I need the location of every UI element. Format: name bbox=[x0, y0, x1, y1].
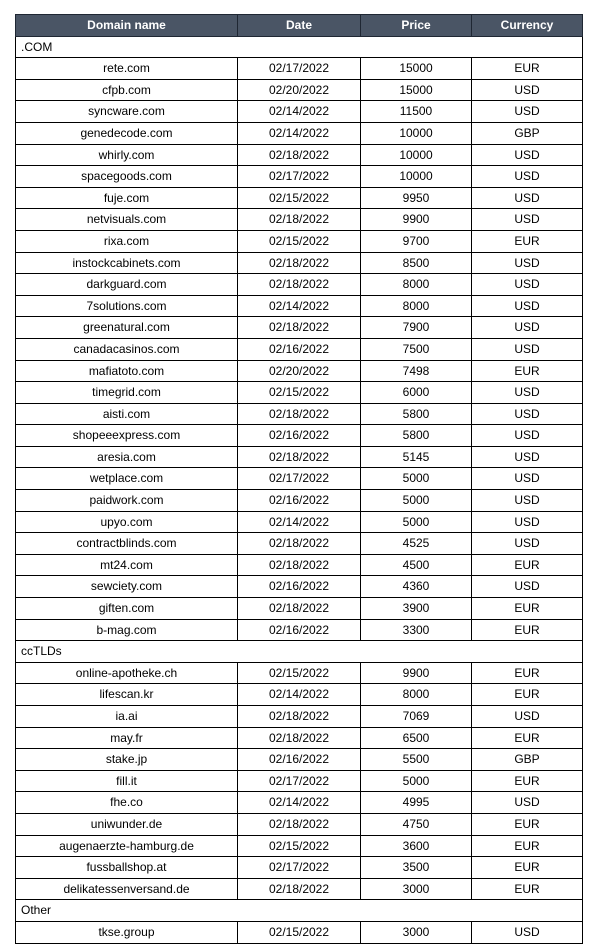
cell-price: 5800 bbox=[361, 425, 472, 447]
cell-currency: USD bbox=[472, 166, 583, 188]
cell-currency: USD bbox=[472, 706, 583, 728]
table-row bbox=[16, 101, 583, 123]
cell-currency: USD bbox=[472, 792, 583, 814]
cell-currency: EUR bbox=[472, 727, 583, 749]
header-row bbox=[16, 15, 583, 37]
cell-domain-name: fill.it bbox=[16, 770, 238, 792]
cell-currency: EUR bbox=[472, 857, 583, 879]
cell-price: 3000 bbox=[361, 921, 472, 943]
table-row bbox=[16, 338, 583, 360]
cell-price: 3300 bbox=[361, 619, 472, 641]
cell-price: 15000 bbox=[361, 79, 472, 101]
cell-currency: USD bbox=[472, 403, 583, 425]
table-row bbox=[16, 619, 583, 641]
cell-price: 7500 bbox=[361, 338, 472, 360]
table-row bbox=[16, 79, 583, 101]
cell-currency: USD bbox=[472, 252, 583, 274]
table-row bbox=[16, 317, 583, 339]
table-row bbox=[16, 878, 583, 900]
table-row bbox=[16, 382, 583, 404]
header-price: Price bbox=[361, 15, 472, 37]
cell-domain-name: aresia.com bbox=[16, 446, 238, 468]
cell-date: 02/18/2022 bbox=[238, 403, 361, 425]
cell-date: 02/16/2022 bbox=[238, 576, 361, 598]
cell-domain-name: genedecode.com bbox=[16, 122, 238, 144]
cell-domain-name: contractblinds.com bbox=[16, 533, 238, 555]
table-row bbox=[16, 576, 583, 598]
cell-date: 02/18/2022 bbox=[238, 813, 361, 835]
cell-currency: USD bbox=[472, 490, 583, 512]
table-header bbox=[16, 15, 583, 37]
cell-currency: EUR bbox=[472, 770, 583, 792]
table-row bbox=[16, 813, 583, 835]
cell-date: 02/18/2022 bbox=[238, 878, 361, 900]
cell-date: 02/14/2022 bbox=[238, 122, 361, 144]
table-row bbox=[16, 230, 583, 252]
cell-date: 02/18/2022 bbox=[238, 598, 361, 620]
section-label: .COM bbox=[16, 36, 583, 58]
table-row bbox=[16, 252, 583, 274]
cell-currency: USD bbox=[472, 295, 583, 317]
cell-domain-name: uniwunder.de bbox=[16, 813, 238, 835]
cell-price: 4360 bbox=[361, 576, 472, 598]
cell-price: 7900 bbox=[361, 317, 472, 339]
table-row bbox=[16, 662, 583, 684]
cell-currency: USD bbox=[472, 274, 583, 296]
table-row bbox=[16, 187, 583, 209]
cell-price: 8000 bbox=[361, 274, 472, 296]
cell-price: 5000 bbox=[361, 468, 472, 490]
cell-currency: USD bbox=[472, 144, 583, 166]
cell-domain-name: aisti.com bbox=[16, 403, 238, 425]
table-row bbox=[16, 684, 583, 706]
cell-currency: EUR bbox=[472, 230, 583, 252]
cell-currency: EUR bbox=[472, 835, 583, 857]
cell-date: 02/15/2022 bbox=[238, 230, 361, 252]
cell-domain-name: fuje.com bbox=[16, 187, 238, 209]
cell-price: 15000 bbox=[361, 58, 472, 80]
cell-domain-name: darkguard.com bbox=[16, 274, 238, 296]
cell-price: 4995 bbox=[361, 792, 472, 814]
cell-domain-name: whirly.com bbox=[16, 144, 238, 166]
table-row bbox=[16, 144, 583, 166]
cell-date: 02/17/2022 bbox=[238, 857, 361, 879]
cell-domain-name: greenatural.com bbox=[16, 317, 238, 339]
cell-currency: USD bbox=[472, 511, 583, 533]
cell-date: 02/14/2022 bbox=[238, 511, 361, 533]
cell-currency: USD bbox=[472, 921, 583, 943]
cell-date: 02/18/2022 bbox=[238, 533, 361, 555]
cell-date: 02/16/2022 bbox=[238, 338, 361, 360]
table-row bbox=[16, 166, 583, 188]
cell-date: 02/16/2022 bbox=[238, 490, 361, 512]
cell-currency: USD bbox=[472, 317, 583, 339]
cell-currency: EUR bbox=[472, 619, 583, 641]
table-row bbox=[16, 122, 583, 144]
section-row bbox=[16, 900, 583, 922]
cell-currency: USD bbox=[472, 79, 583, 101]
cell-domain-name: delikatessenversand.de bbox=[16, 878, 238, 900]
cell-price: 4750 bbox=[361, 813, 472, 835]
cell-date: 02/14/2022 bbox=[238, 792, 361, 814]
cell-date: 02/18/2022 bbox=[238, 554, 361, 576]
cell-date: 02/16/2022 bbox=[238, 619, 361, 641]
cell-currency: EUR bbox=[472, 598, 583, 620]
cell-currency: GBP bbox=[472, 122, 583, 144]
cell-currency: EUR bbox=[472, 58, 583, 80]
cell-currency: USD bbox=[472, 382, 583, 404]
cell-date: 02/18/2022 bbox=[238, 252, 361, 274]
table-row bbox=[16, 58, 583, 80]
cell-domain-name: rete.com bbox=[16, 58, 238, 80]
table-row bbox=[16, 921, 583, 943]
table-row bbox=[16, 490, 583, 512]
header-date: Date bbox=[238, 15, 361, 37]
cell-domain-name: spacegoods.com bbox=[16, 166, 238, 188]
cell-domain-name: syncware.com bbox=[16, 101, 238, 123]
cell-date: 02/18/2022 bbox=[238, 209, 361, 231]
cell-domain-name: fhe.co bbox=[16, 792, 238, 814]
cell-price: 3500 bbox=[361, 857, 472, 879]
cell-currency: USD bbox=[472, 468, 583, 490]
cell-date: 02/15/2022 bbox=[238, 921, 361, 943]
cell-currency: USD bbox=[472, 446, 583, 468]
cell-date: 02/18/2022 bbox=[238, 274, 361, 296]
cell-date: 02/18/2022 bbox=[238, 446, 361, 468]
cell-date: 02/14/2022 bbox=[238, 101, 361, 123]
cell-domain-name: sewciety.com bbox=[16, 576, 238, 598]
cell-price: 5500 bbox=[361, 749, 472, 771]
cell-price: 8500 bbox=[361, 252, 472, 274]
table-row bbox=[16, 749, 583, 771]
table-row bbox=[16, 209, 583, 231]
cell-currency: EUR bbox=[472, 360, 583, 382]
cell-domain-name: giften.com bbox=[16, 598, 238, 620]
section-label: Other bbox=[16, 900, 583, 922]
cell-date: 02/18/2022 bbox=[238, 317, 361, 339]
cell-date: 02/18/2022 bbox=[238, 706, 361, 728]
cell-price: 6500 bbox=[361, 727, 472, 749]
cell-currency: USD bbox=[472, 209, 583, 231]
cell-domain-name: tkse.group bbox=[16, 921, 238, 943]
cell-price: 7069 bbox=[361, 706, 472, 728]
section-row bbox=[16, 36, 583, 58]
cell-date: 02/15/2022 bbox=[238, 382, 361, 404]
cell-domain-name: mt24.com bbox=[16, 554, 238, 576]
cell-price: 5000 bbox=[361, 490, 472, 512]
cell-domain-name: shopeeexpress.com bbox=[16, 425, 238, 447]
cell-price: 10000 bbox=[361, 122, 472, 144]
cell-domain-name: 7solutions.com bbox=[16, 295, 238, 317]
cell-domain-name: timegrid.com bbox=[16, 382, 238, 404]
cell-domain-name: rixa.com bbox=[16, 230, 238, 252]
table-row bbox=[16, 835, 583, 857]
cell-currency: EUR bbox=[472, 878, 583, 900]
cell-date: 02/15/2022 bbox=[238, 187, 361, 209]
cell-price: 3000 bbox=[361, 878, 472, 900]
cell-date: 02/15/2022 bbox=[238, 835, 361, 857]
cell-domain-name: online-apotheke.ch bbox=[16, 662, 238, 684]
cell-domain-name: netvisuals.com bbox=[16, 209, 238, 231]
table-row bbox=[16, 598, 583, 620]
table-row bbox=[16, 792, 583, 814]
table-row bbox=[16, 706, 583, 728]
cell-date: 02/14/2022 bbox=[238, 295, 361, 317]
cell-currency: GBP bbox=[472, 749, 583, 771]
cell-currency: EUR bbox=[472, 684, 583, 706]
cell-price: 9700 bbox=[361, 230, 472, 252]
cell-price: 6000 bbox=[361, 382, 472, 404]
cell-domain-name: fussballshop.at bbox=[16, 857, 238, 879]
cell-price: 7498 bbox=[361, 360, 472, 382]
cell-domain-name: wetplace.com bbox=[16, 468, 238, 490]
cell-currency: USD bbox=[472, 425, 583, 447]
table-body bbox=[16, 36, 583, 943]
cell-currency: EUR bbox=[472, 554, 583, 576]
header-domain-name: Domain name bbox=[16, 15, 238, 37]
table-row bbox=[16, 274, 583, 296]
cell-domain-name: instockcabinets.com bbox=[16, 252, 238, 274]
cell-price: 5145 bbox=[361, 446, 472, 468]
cell-domain-name: cfpb.com bbox=[16, 79, 238, 101]
cell-date: 02/16/2022 bbox=[238, 749, 361, 771]
cell-price: 3900 bbox=[361, 598, 472, 620]
cell-date: 02/20/2022 bbox=[238, 79, 361, 101]
cell-currency: USD bbox=[472, 101, 583, 123]
cell-date: 02/17/2022 bbox=[238, 770, 361, 792]
cell-price: 4500 bbox=[361, 554, 472, 576]
table-row bbox=[16, 295, 583, 317]
cell-date: 02/18/2022 bbox=[238, 727, 361, 749]
cell-price: 5000 bbox=[361, 511, 472, 533]
cell-domain-name: lifescan.kr bbox=[16, 684, 238, 706]
cell-date: 02/17/2022 bbox=[238, 468, 361, 490]
cell-price: 9900 bbox=[361, 209, 472, 231]
section-row bbox=[16, 641, 583, 663]
cell-currency: USD bbox=[472, 533, 583, 555]
cell-price: 3600 bbox=[361, 835, 472, 857]
cell-date: 02/14/2022 bbox=[238, 684, 361, 706]
cell-price: 5000 bbox=[361, 770, 472, 792]
table-row bbox=[16, 533, 583, 555]
cell-currency: EUR bbox=[472, 813, 583, 835]
cell-date: 02/17/2022 bbox=[238, 166, 361, 188]
cell-price: 8000 bbox=[361, 684, 472, 706]
cell-date: 02/20/2022 bbox=[238, 360, 361, 382]
table-row bbox=[16, 425, 583, 447]
cell-date: 02/17/2022 bbox=[238, 58, 361, 80]
cell-price: 5800 bbox=[361, 403, 472, 425]
cell-price: 10000 bbox=[361, 166, 472, 188]
table-row bbox=[16, 403, 583, 425]
table-row bbox=[16, 727, 583, 749]
section-label: ccTLDs bbox=[16, 641, 583, 663]
table-row bbox=[16, 770, 583, 792]
cell-domain-name: ia.ai bbox=[16, 706, 238, 728]
table-row bbox=[16, 468, 583, 490]
table-row bbox=[16, 446, 583, 468]
table-row bbox=[16, 360, 583, 382]
cell-price: 4525 bbox=[361, 533, 472, 555]
domain-sales-table bbox=[15, 14, 583, 944]
cell-domain-name: paidwork.com bbox=[16, 490, 238, 512]
cell-price: 9950 bbox=[361, 187, 472, 209]
cell-price: 9900 bbox=[361, 662, 472, 684]
cell-currency: USD bbox=[472, 338, 583, 360]
domain-sales-table-container bbox=[15, 14, 582, 944]
cell-currency: USD bbox=[472, 187, 583, 209]
table-row bbox=[16, 554, 583, 576]
cell-currency: EUR bbox=[472, 662, 583, 684]
cell-domain-name: canadacasinos.com bbox=[16, 338, 238, 360]
cell-date: 02/18/2022 bbox=[238, 144, 361, 166]
cell-domain-name: stake.jp bbox=[16, 749, 238, 771]
cell-domain-name: b-mag.com bbox=[16, 619, 238, 641]
cell-domain-name: upyo.com bbox=[16, 511, 238, 533]
table-row bbox=[16, 857, 583, 879]
cell-date: 02/16/2022 bbox=[238, 425, 361, 447]
cell-price: 10000 bbox=[361, 144, 472, 166]
cell-date: 02/15/2022 bbox=[238, 662, 361, 684]
cell-domain-name: mafiatoto.com bbox=[16, 360, 238, 382]
cell-domain-name: augenaerzte-hamburg.de bbox=[16, 835, 238, 857]
cell-price: 8000 bbox=[361, 295, 472, 317]
header-currency: Currency bbox=[472, 15, 583, 37]
cell-currency: USD bbox=[472, 576, 583, 598]
table-row bbox=[16, 511, 583, 533]
cell-domain-name: may.fr bbox=[16, 727, 238, 749]
cell-price: 11500 bbox=[361, 101, 472, 123]
